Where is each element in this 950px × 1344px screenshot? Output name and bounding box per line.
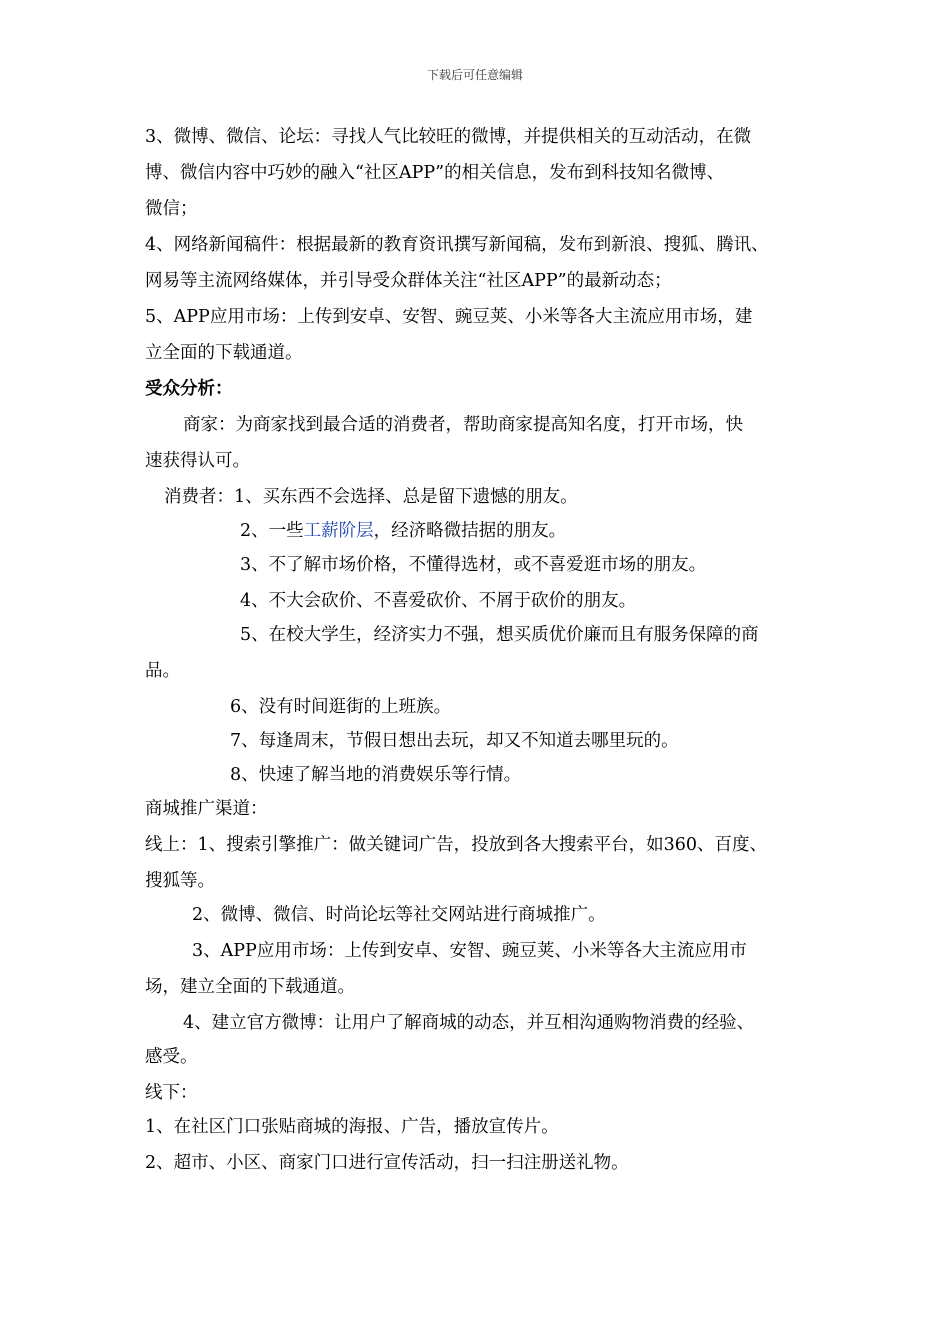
paragraph-line: 5、APP应用市场：上传到安卓、安智、豌豆荚、小米等各大主流应用市场，建	[145, 307, 753, 327]
paragraph-line: 场，建立全面的下载通道。	[145, 977, 355, 997]
paragraph-line: 3、不了解市场价格，不懂得选材，或不喜爱逛市场的朋友。	[240, 555, 707, 575]
paragraph-line: 2、超市、小区、商家门口进行宣传活动，扫一扫注册送礼物。	[145, 1153, 629, 1173]
section-heading: 线下：	[145, 1083, 198, 1103]
paragraph-line: 博、微信内容中巧妙的融入“社区APP”的相关信息，发布到科技知名微博、	[145, 163, 725, 183]
paragraph-line: 4、建立官方微博：让用户了解商城的动态，并互相沟通购物消费的经验、	[183, 1013, 755, 1033]
section-heading: 受众分析：	[145, 379, 233, 399]
section-heading: 商城推广渠道：	[145, 799, 268, 819]
paragraph-line: 立全面的下载通道。	[145, 343, 303, 363]
paragraph-line: 网易等主流网络媒体，并引导受众群体关注“社区APP”的最新动态；	[145, 271, 672, 291]
paragraph-line: 品。	[145, 661, 180, 681]
paragraph-line: 2、微博、微信、时尚论坛等社交网站进行商城推广。	[192, 905, 606, 925]
paragraph-line: 5、在校大学生，经济实力不强，想买质优价廉而且有服务保障的商	[240, 625, 759, 645]
paragraph-line: 线上：1、搜索引擎推广：做关键词广告，投放到各大搜索平台，如360、百度、	[145, 835, 768, 855]
text-segment: 2、一些	[240, 521, 304, 541]
paragraph-line: 微信；	[145, 199, 198, 219]
paragraph-line: 搜狐等。	[145, 871, 215, 891]
paragraph-line: 商家：为商家找到最合适的消费者，帮助商家提高知名度，打开市场，快	[183, 415, 743, 435]
paragraph-line: 3、微博、微信、论坛：寻找人气比较旺的微博，并提供相关的互动活动，在微	[145, 127, 752, 147]
page-header: 下载后可任意编辑	[426, 68, 523, 82]
paragraph-line: 1、在社区门口张贴商城的海报、广告，播放宣传片。	[145, 1117, 559, 1137]
paragraph-line: 8、快速了解当地的消费娱乐等行情。	[230, 765, 522, 785]
keyword-link[interactable]: 工薪阶层	[303, 521, 374, 541]
paragraph-line: 4、不大会砍价、不喜爱砍价、不屑于砍价的朋友。	[240, 591, 637, 611]
text-segment: ，经济略微拮据的朋友。	[373, 521, 567, 541]
paragraph-line: 3、APP应用市场：上传到安卓、安智、豌豆荚、小米等各大主流应用市	[192, 941, 747, 961]
paragraph-line: 速获得认可。	[145, 451, 250, 471]
paragraph-line: 4、网络新闻稿件：根据最新的教育资讯撰写新闻稿，发布到新浪、搜狐、腾讯、	[145, 235, 769, 255]
paragraph-line	[240, 520, 566, 542]
paragraph-line: 6、没有时间逛街的上班族。	[230, 697, 452, 717]
paragraph-line: 感受。	[145, 1047, 198, 1067]
paragraph-line: 消费者：1、买东西不会选择、总是留下遗憾的朋友。	[164, 487, 578, 507]
paragraph-line: 7、每逢周末，节假日想出去玩，却又不知道去哪里玩的。	[230, 731, 679, 751]
